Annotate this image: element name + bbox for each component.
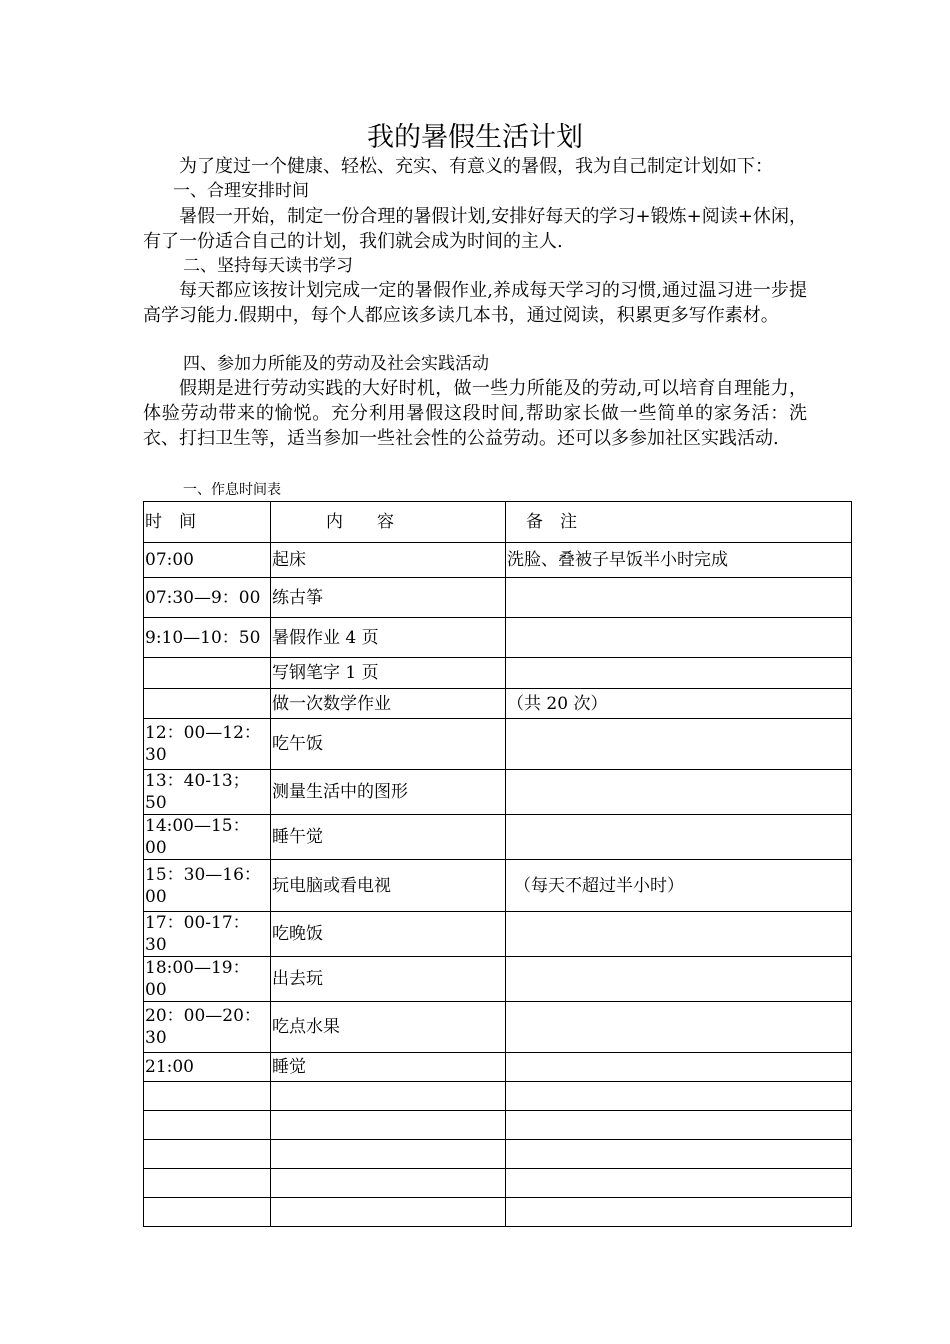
time-cell: 14:00—15：00 <box>144 815 271 860</box>
remarks-cell <box>506 1053 852 1082</box>
remarks-cell <box>506 578 852 618</box>
header-remarks: 备 注 <box>506 502 852 543</box>
content-cell <box>271 1140 506 1169</box>
remarks-cell <box>506 815 852 860</box>
remarks-cell <box>506 770 852 815</box>
content-cell: 玩电脑或看电视 <box>271 860 506 912</box>
table-row <box>144 543 852 578</box>
time-cell <box>144 1169 271 1198</box>
time-cell <box>144 689 271 719</box>
table-row <box>144 719 852 770</box>
remarks-cell <box>506 1198 852 1227</box>
section-4-body: 假期是进行劳动实践的大好时机，做一些力所能及的劳动,可以培育自理能力，体验劳动带来的愉悦。充分利用暑假这段时间,帮助家长做一些简单的家务活：洗衣、打扫卫生等，适当参加一些社会性的公益劳动。还可以多参加社区实践活动. <box>143 378 807 449</box>
content-cell: 写钢笔字 1 页 <box>271 658 506 689</box>
remarks-cell: （每天不超过半小时） <box>506 860 852 912</box>
remarks-cell: 洗脸、叠被子早饭半小时完成 <box>506 543 852 578</box>
time-cell: 15：30—16：00 <box>144 860 271 912</box>
section-4-heading: 四、参加力所能及的劳动及社会实践活动 <box>183 354 489 374</box>
time-cell: 17：00-17：30 <box>144 912 271 957</box>
content-cell: 睡午觉 <box>271 815 506 860</box>
time-cell: 12：00—12：30 <box>144 719 271 770</box>
page-title: 我的暑假生活计划 <box>367 122 583 153</box>
table-row <box>144 689 852 719</box>
table-row <box>144 860 852 912</box>
content-cell: 起床 <box>271 543 506 578</box>
content-cell: 出去玩 <box>271 957 506 1002</box>
time-cell: 20：00—20：30 <box>144 1002 271 1053</box>
remarks-cell <box>506 618 852 658</box>
remarks-cell <box>506 1140 852 1169</box>
table-row <box>144 770 852 815</box>
table-row <box>144 658 852 689</box>
remarks-cell <box>506 957 852 1002</box>
table-row-empty <box>144 1169 852 1198</box>
time-cell <box>144 1140 271 1169</box>
section-2-heading: 二、坚持每天读书学习 <box>183 256 353 276</box>
table-row <box>144 1002 852 1053</box>
content-cell: 测量生活中的图形 <box>271 770 506 815</box>
remarks-cell <box>506 1082 852 1111</box>
table-row-empty <box>144 1082 852 1111</box>
table-row <box>144 815 852 860</box>
remarks-cell: （共 20 次） <box>506 689 852 719</box>
time-cell: 07:30—9：00 <box>144 578 271 618</box>
content-cell: 吃午饭 <box>271 719 506 770</box>
table-row <box>144 957 852 1002</box>
content-cell: 睡觉 <box>271 1053 506 1082</box>
section-1-body: 暑假一开始，制定一份合理的暑假计划,安排好每天的学习+锻炼+阅读+休闲，有了一份适合自己的计划，我们就会成为时间的主人. <box>143 206 807 252</box>
content-cell: 做一次数学作业 <box>271 689 506 719</box>
time-cell: 07:00 <box>144 543 271 578</box>
intro-paragraph: 为了度过一个健康、轻松、充实、有意义的暑假，我为自己制定计划如下： <box>179 156 773 177</box>
time-cell <box>144 658 271 689</box>
header-time: 时 间 <box>144 502 271 543</box>
table-row-empty <box>144 1198 852 1227</box>
remarks-cell <box>506 1169 852 1198</box>
section-2-body: 每天都应该按计划完成一定的暑假作业,养成每天学习的习惯,通过温习进一步提高学习能力.假期中，每个人都应该多读几本书，通过阅读，积累更多写作素材。 <box>143 280 807 326</box>
remarks-cell <box>506 1002 852 1053</box>
section-1-heading: 一、合理安排时间 <box>173 181 309 201</box>
table-row <box>144 912 852 957</box>
content-cell <box>271 1169 506 1198</box>
header-content: 内 容 <box>271 502 506 543</box>
time-cell: 18:00—19：00 <box>144 957 271 1002</box>
content-cell: 吃点水果 <box>271 1002 506 1053</box>
content-cell: 暑假作业 4 页 <box>271 618 506 658</box>
table-row <box>144 578 852 618</box>
time-cell <box>144 1111 271 1140</box>
remarks-cell <box>506 658 852 689</box>
table-row-empty <box>144 1140 852 1169</box>
table-row-empty <box>144 1111 852 1140</box>
time-cell: 21:00 <box>144 1053 271 1082</box>
content-cell: 练古筝 <box>271 578 506 618</box>
time-cell <box>144 1082 271 1111</box>
remarks-cell <box>506 719 852 770</box>
time-cell: 9:10—10：50 <box>144 618 271 658</box>
content-cell: 吃晚饭 <box>271 912 506 957</box>
table-row <box>144 618 852 658</box>
remarks-cell <box>506 1111 852 1140</box>
table-row <box>144 1053 852 1082</box>
content-cell <box>271 1198 506 1227</box>
table-caption: 一、作息时间表 <box>183 482 281 498</box>
table-header-row <box>144 502 852 543</box>
schedule-table <box>143 501 852 1227</box>
time-cell: 13：40-13；50 <box>144 770 271 815</box>
time-cell <box>144 1198 271 1227</box>
content-cell <box>271 1082 506 1111</box>
content-cell <box>271 1111 506 1140</box>
remarks-cell <box>506 912 852 957</box>
